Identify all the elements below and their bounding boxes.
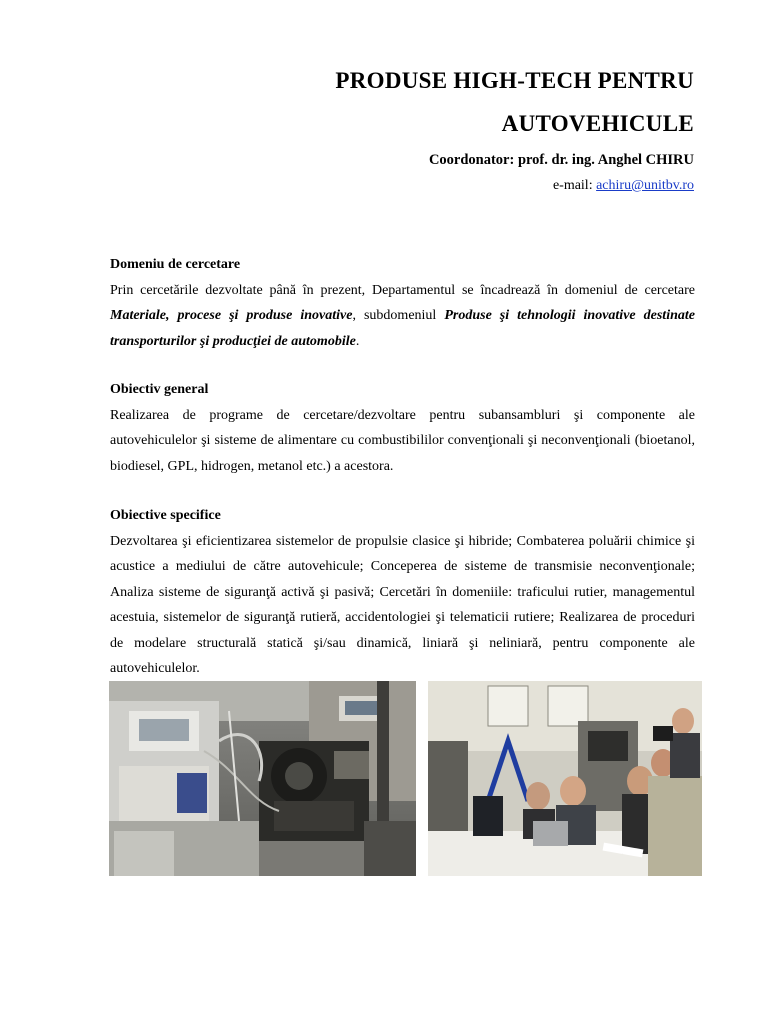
coordinator: Coordonator: prof. dr. ing. Anghel CHIRU [428,152,694,168]
domain-text-a: Prin cercetările dezvoltate până în prezent, Departamentul se încadrează în domeniul de cercetare [110,282,695,298]
domain-emphasis-1: Materiale, procese şi produse inovative [110,308,353,323]
email-link[interactable]: achiru@unitbv.ro [596,178,694,193]
section-heading-general: Obiectiv general [110,382,209,397]
general-paragraph: Realizarea de programe de cercetare/dezvoltare pentru subansambluri şi componente ale autovehiculelor şi sisteme de alimentare cu combustibililor convenţionali şi neconvenţionali (bioetanol, biodiesel, GPL, hidrogen, metanol etc.) a acestora. [110,407,695,474]
page-title-line-2: AUTOVEHICULE [501,111,694,136]
lab-team-photo [428,681,702,876]
section-specific-objectives [110,503,695,682]
domain-text-b: , subdomeniul [352,308,445,323]
section-heading-specific: Obiective specifice [110,508,221,523]
section-general-objective [110,377,695,479]
engine-test-bench-photo [109,681,416,876]
email-line [553,178,694,194]
domain-emphasis-2: Produse şi tehnologii inovative destinate transporturilor şi producţiei de automobile [110,308,695,349]
domain-text-c: . [355,333,360,349]
domain-paragraph [110,278,695,355]
section-heading-domain: Domeniu de cercetare [110,257,241,272]
section-research-domain [110,252,695,354]
email-label: e-mail: [552,178,597,193]
specific-paragraph: Dezvoltarea şi eficientizarea sistemelor de propulsie clasice şi hibride; Combaterea poluării chimice şi acustice a mediului de către autovehicule; Conceperea de sisteme de transmisie neconvenţionale; Analiza sisteme de siguranţă activă şi pasivă; Cercetări în domeniile: traficului rutier, managementul acestuia, sistemelor de siguranţă rutieră, accidentologiei şi telematicii rutiere; Realizarea de proceduri de modelare structurală statică şi/sau dinamică, liniară şi neliniară, pentru componente ale autovehiculelor. [110,533,695,676]
page-title-line-1: PRODUSE HIGH-TECH PENTRU [335,68,694,93]
